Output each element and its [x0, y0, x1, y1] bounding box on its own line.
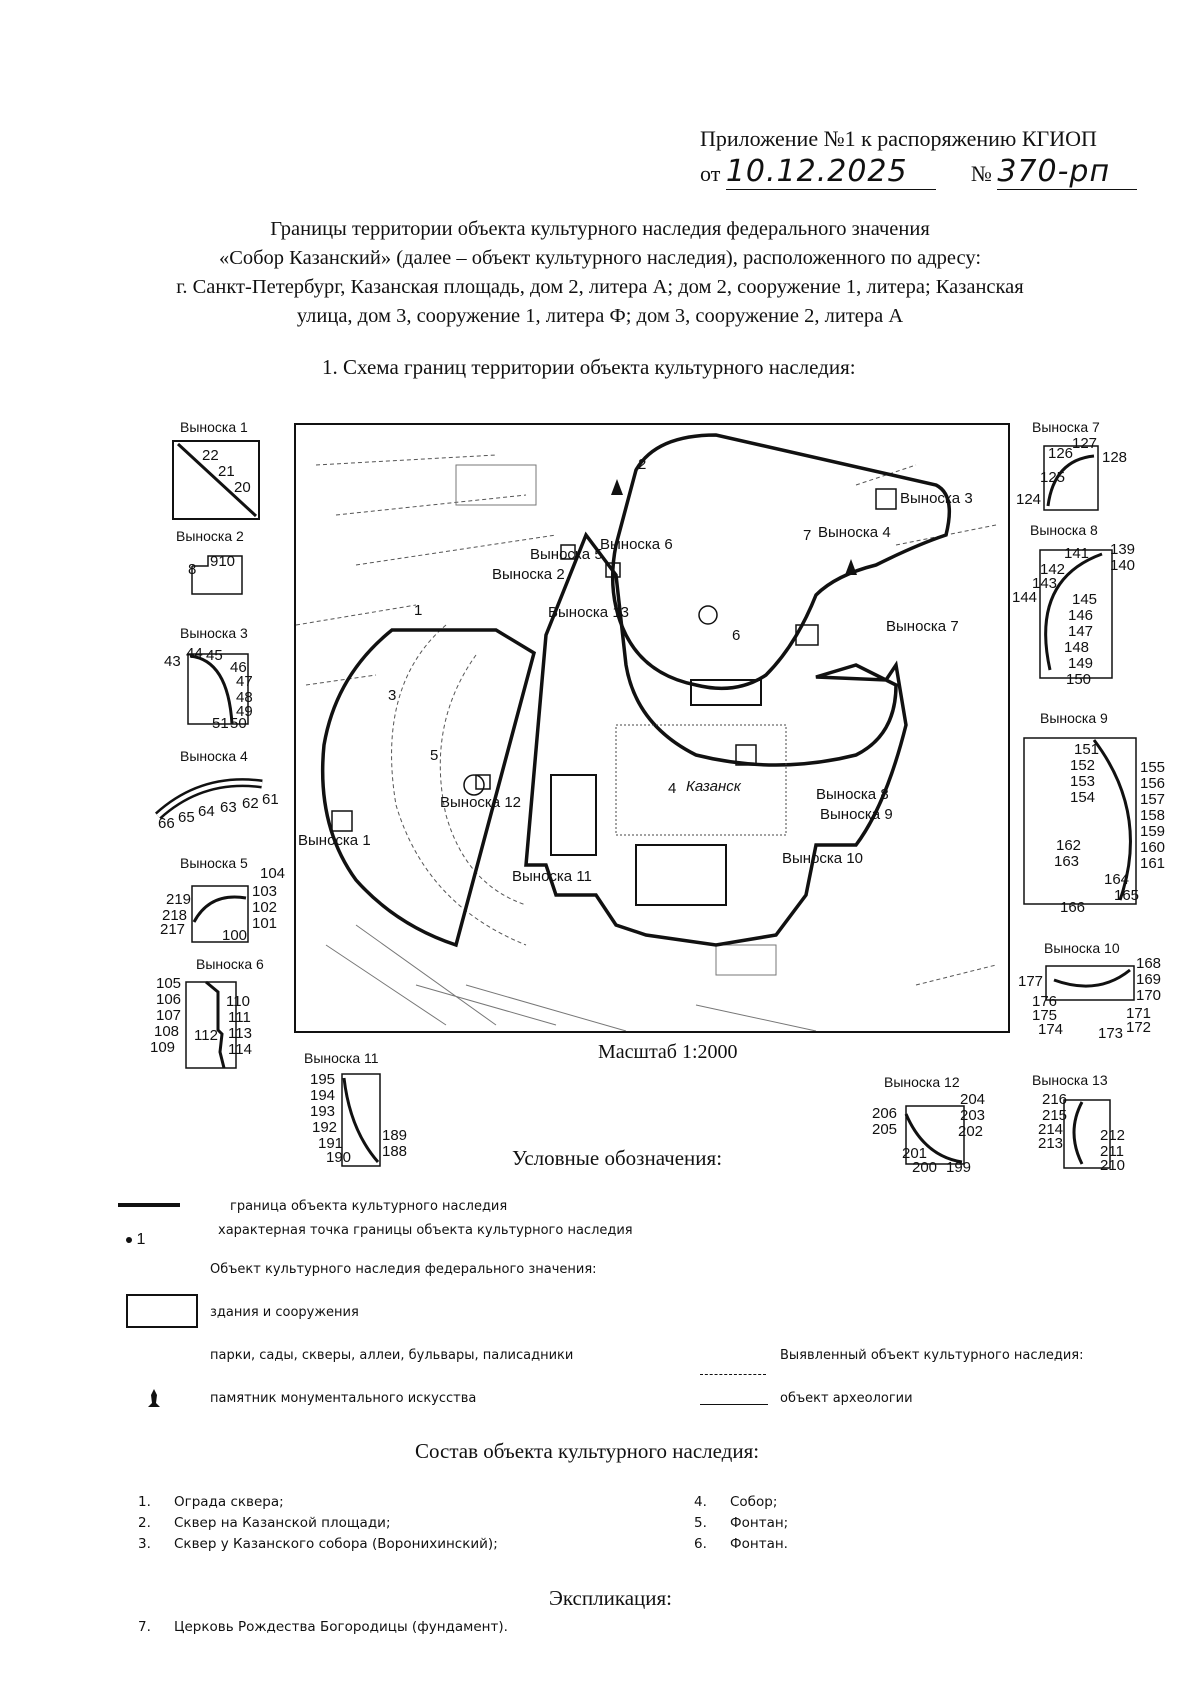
title-line-1: Границы территории объекта культурного наследия федерального значения — [270, 218, 930, 240]
comp-right-3-num: 6. — [694, 1536, 707, 1552]
pt-194: 194 — [310, 1087, 336, 1104]
pt-910: 910 — [210, 553, 236, 570]
pt-104: 104 — [260, 865, 286, 882]
pt-112: 112 — [194, 1027, 218, 1044]
callout-13-label: Выноска 13 — [1032, 1072, 1108, 1088]
pt-61: 61 — [262, 791, 279, 808]
legend-identified-text: Выявленный объект культурного наследия: — [780, 1348, 1084, 1363]
pt-100: 100 — [222, 927, 248, 944]
pt-201: 201 — [902, 1145, 928, 1162]
pt-66: 66 — [158, 815, 175, 832]
pt-22: 22 — [202, 447, 219, 464]
pt-202: 202 — [958, 1123, 984, 1140]
callout-1-label: Выноска 1 — [180, 419, 248, 435]
section-1-heading: 1. Схема границ территории объекта культурного наследия: — [322, 355, 856, 379]
map-label-street: Казанск — [686, 778, 741, 795]
pt-156: 156 — [1140, 775, 1166, 792]
order-date: 10.12.2025 — [726, 154, 936, 190]
pt-203: 203 — [960, 1107, 986, 1124]
legend-monument-text: памятник монументального искусства — [210, 1391, 477, 1406]
callout-6-box — [150, 974, 280, 1070]
callout-7-box — [1014, 436, 1134, 512]
number-prefix: № — [970, 161, 992, 186]
pt-175: 175 — [1032, 1007, 1058, 1024]
callout-3-box — [164, 644, 260, 734]
pt-162: 162 — [1056, 837, 1082, 854]
pt-168: 168 — [1136, 955, 1162, 972]
map-ref-8: Выноска 8 — [816, 786, 889, 803]
pt-153: 153 — [1070, 773, 1096, 790]
pt-105: 105 — [156, 975, 182, 992]
pt-213: 213 — [1038, 1135, 1064, 1152]
map-ref-5: Выноска 5 — [530, 546, 603, 563]
map-ref-4: Выноска 4 — [818, 524, 891, 541]
map-drawing — [296, 425, 1008, 1031]
callout-4-label: Выноска 4 — [180, 748, 248, 764]
comp-left-2-text: Сквер на Казанской площади; — [174, 1515, 391, 1531]
pt-108: 108 — [154, 1023, 180, 1040]
pt-148: 148 — [1064, 639, 1090, 656]
legend-archaeology-line — [700, 1404, 768, 1405]
pt-176: 176 — [1032, 993, 1058, 1010]
pt-113: 113 — [228, 1025, 252, 1042]
pt-157: 157 — [1140, 791, 1166, 808]
map-label-4: 4 — [668, 780, 677, 797]
pt-141: 141 — [1064, 545, 1090, 562]
pt-49: 49 — [236, 703, 253, 720]
pt-152: 152 — [1070, 757, 1096, 774]
pt-102: 102 — [252, 899, 278, 916]
pt-111: 111 — [228, 1009, 251, 1026]
callout-6-label: Выноска 6 — [196, 956, 264, 972]
comp-right-1-num: 4. — [694, 1494, 707, 1510]
callout-4-box — [152, 770, 282, 832]
pt-125: 125 — [1040, 469, 1066, 486]
pt-151: 151 — [1074, 741, 1100, 758]
callout-2-label: Выноска 2 — [176, 528, 244, 544]
pt-146: 146 — [1068, 607, 1094, 624]
legend-title: Условные обозначения: — [512, 1146, 723, 1170]
callout-10-label: Выноска 10 — [1044, 940, 1120, 956]
legend-federal-text: Объект культурного наследия федерального значения: — [210, 1262, 597, 1277]
comp-right-1-text: Собор; — [730, 1494, 778, 1510]
pt-204: 204 — [960, 1091, 986, 1108]
legend-boundary-text: граница объекта культурного наследия — [230, 1199, 508, 1214]
map-label-7: 7 — [803, 527, 812, 544]
pt-20: 20 — [234, 479, 251, 496]
pt-190: 190 — [326, 1149, 352, 1166]
callout-11-label: Выноска 11 — [304, 1050, 379, 1066]
pt-216: 216 — [1042, 1091, 1068, 1108]
pt-169: 169 — [1136, 971, 1162, 988]
pt-127: 127 — [1072, 435, 1098, 452]
pt-160: 160 — [1140, 839, 1166, 856]
legend-buildings-text: здания и сооружения — [210, 1305, 359, 1320]
callout-12-label: Выноска 12 — [884, 1074, 960, 1090]
pt-195: 195 — [310, 1071, 336, 1088]
pt-62: 62 — [242, 795, 259, 812]
pt-155: 155 — [1140, 759, 1166, 776]
callout-7-label: Выноска 7 — [1032, 419, 1100, 435]
pt-65: 65 — [178, 809, 195, 826]
pt-51: 51 — [212, 715, 229, 732]
legend-identified-line — [700, 1374, 766, 1375]
pt-214: 214 — [1038, 1121, 1064, 1138]
pt-143: 143 — [1032, 575, 1058, 592]
pt-210: 210 — [1100, 1157, 1126, 1174]
map-label-1: 1 — [414, 602, 423, 619]
pt-64: 64 — [198, 803, 215, 820]
pt-191: 191 — [318, 1135, 344, 1152]
pt-189: 189 — [382, 1127, 408, 1144]
callout-13-box — [1034, 1092, 1144, 1174]
pt-48: 48 — [236, 689, 253, 706]
callout-8-label: Выноска 8 — [1030, 522, 1098, 538]
pt-21: 21 — [218, 463, 235, 480]
legend-archaeology-text: объект археологии — [780, 1391, 913, 1406]
map-ref-7: Выноска 7 — [886, 618, 959, 635]
pt-211: 211 — [1100, 1143, 1124, 1160]
comp-right-2-num: 5. — [694, 1515, 707, 1531]
pt-199: 199 — [946, 1159, 972, 1176]
pt-46: 46 — [230, 659, 247, 676]
pt-192: 192 — [312, 1119, 338, 1136]
map-ref-1: Выноска 1 — [298, 832, 371, 849]
pt-63: 63 — [220, 799, 237, 816]
pt-177: 177 — [1018, 973, 1044, 990]
pt-140: 140 — [1110, 557, 1136, 574]
pt-126: 126 — [1048, 445, 1074, 462]
callout-8-box — [1010, 540, 1140, 688]
callout-9-box — [1020, 734, 1168, 918]
order-number: 370-рп — [997, 154, 1137, 190]
pt-110: 110 — [226, 993, 250, 1010]
callout-2-box — [188, 552, 244, 596]
title-line-4: улица, дом 3, сооружение 1, литера Ф; дом 3, сооружение 2, литера А — [296, 305, 904, 327]
comp-left-1-num: 1. — [138, 1494, 151, 1510]
pt-128: 128 — [1102, 449, 1128, 466]
pt-154: 154 — [1070, 789, 1096, 806]
callout-1-box — [172, 440, 260, 520]
pt-164: 164 — [1104, 871, 1130, 888]
legend-boundary-line — [118, 1203, 180, 1207]
map-ref-2: Выноска 2 — [492, 566, 565, 583]
title-line-2: «Собор Казанский» (далее – объект культурного наследия), расположенного по адресу: — [218, 247, 982, 269]
callout-5-box — [160, 862, 290, 946]
pt-163: 163 — [1054, 853, 1080, 870]
comp-left-3-text: Сквер у Казанского собора (Воронихинский); — [174, 1536, 498, 1552]
pt-43: 43 — [164, 653, 181, 670]
pt-159: 159 — [1140, 823, 1166, 840]
pt-150: 150 — [1066, 671, 1092, 688]
pt-217: 217 — [160, 921, 186, 938]
map-label-6: 6 — [732, 627, 741, 644]
pt-215: 215 — [1042, 1107, 1068, 1124]
monument-icon — [146, 1387, 162, 1409]
comp-left-2-num: 2. — [138, 1515, 151, 1531]
legend-point-text: характерная точка границы объекта культурного наследия — [218, 1223, 633, 1238]
doc-title — [0, 215, 1200, 331]
pt-139: 139 — [1110, 541, 1136, 558]
callout-10-box — [1018, 956, 1168, 1042]
pt-161: 161 — [1140, 855, 1166, 872]
map-frame — [294, 423, 1010, 1033]
pt-101: 101 — [252, 915, 278, 932]
pt-106: 106 — [156, 991, 182, 1008]
order-line — [700, 154, 1137, 190]
pt-205: 205 — [872, 1121, 898, 1138]
comp-left-1-text: Ограда сквера; — [174, 1494, 284, 1510]
legend-point-number: 1 — [136, 1231, 146, 1248]
pt-144: 144 — [1012, 589, 1038, 606]
explication-title: Экспликация: — [549, 1586, 672, 1610]
legend-parks-text: парки, сады, скверы, аллеи, бульвары, палисадники — [210, 1348, 574, 1363]
callout-5-label: Выноска 5 — [180, 855, 248, 871]
pt-193: 193 — [310, 1103, 336, 1120]
map-label-2: 2 — [638, 456, 647, 473]
map-ref-11: Выноска 11 — [512, 868, 592, 885]
pt-142: 142 — [1040, 561, 1066, 578]
legend-point-dot — [126, 1237, 132, 1243]
map-label-3: 3 — [388, 687, 397, 704]
pt-219: 219 — [166, 891, 192, 908]
callout-9-label: Выноска 9 — [1040, 710, 1108, 726]
pt-124: 124 — [1016, 491, 1042, 508]
comp-left-3-num: 3. — [138, 1536, 151, 1552]
map-ref-13: Выноска 13 — [548, 604, 629, 621]
map-ref-3: Выноска 3 — [900, 490, 973, 507]
date-prefix: от — [700, 161, 721, 186]
pt-103: 103 — [252, 883, 278, 900]
callout-12-box — [870, 1092, 990, 1174]
appendix-line: Приложение №1 к распоряжению КГИОП — [700, 126, 1097, 151]
pt-188: 188 — [382, 1143, 408, 1160]
pt-218: 218 — [162, 907, 188, 924]
map-ref-9: Выноска 9 — [820, 806, 893, 823]
pt-166: 166 — [1060, 899, 1086, 916]
expl-item-1-num: 7. — [138, 1619, 151, 1635]
pt-170: 170 — [1136, 987, 1162, 1004]
title-line-3: г. Санкт-Петербург, Казанская площадь, дом 2, литера А; дом 2, сооружение 1, литера; Казанская — [176, 276, 1024, 298]
pt-107: 107 — [156, 1007, 182, 1024]
pt-45: 45 — [206, 647, 223, 664]
map-ref-12: Выноска 12 — [440, 794, 521, 811]
expl-item-1-text: Церковь Рождества Богородицы (фундамент). — [174, 1619, 508, 1635]
pt-109: 109 — [150, 1039, 176, 1056]
comp-right-3-text: Фонтан. — [730, 1536, 788, 1552]
pt-47: 47 — [236, 673, 253, 690]
callout-3-label: Выноска 3 — [180, 625, 248, 641]
comp-right-2-text: Фонтан; — [730, 1515, 789, 1531]
legend-point-marker — [126, 1231, 145, 1249]
pt-149: 149 — [1068, 655, 1094, 672]
pt-206: 206 — [872, 1105, 898, 1122]
map-ref-10: Выноска 10 — [782, 850, 863, 867]
pt-200: 200 — [912, 1159, 938, 1176]
pt-158: 158 — [1140, 807, 1166, 824]
map-label-5: 5 — [430, 747, 439, 764]
pt-50: 50 — [230, 715, 247, 732]
pt-114: 114 — [228, 1041, 252, 1058]
legend-building-swatch — [126, 1294, 198, 1328]
pt-44: 44 — [186, 645, 203, 662]
pt-147: 147 — [1068, 623, 1094, 640]
map-ref-6: Выноска 6 — [600, 536, 673, 553]
composition-title: Состав объекта культурного наследия: — [415, 1439, 760, 1463]
pt-171: 171 — [1126, 1005, 1152, 1022]
scale-label: Масштаб 1:2000 — [598, 1041, 738, 1063]
callout-11-box — [306, 1070, 416, 1168]
pt-8: 8 — [188, 561, 197, 578]
pt-173: 173 — [1098, 1025, 1124, 1042]
pt-212: 212 — [1100, 1127, 1126, 1144]
pt-165: 165 — [1114, 887, 1140, 904]
pt-172: 172 — [1126, 1019, 1152, 1036]
pt-145: 145 — [1072, 591, 1098, 608]
pt-174: 174 — [1038, 1021, 1064, 1038]
